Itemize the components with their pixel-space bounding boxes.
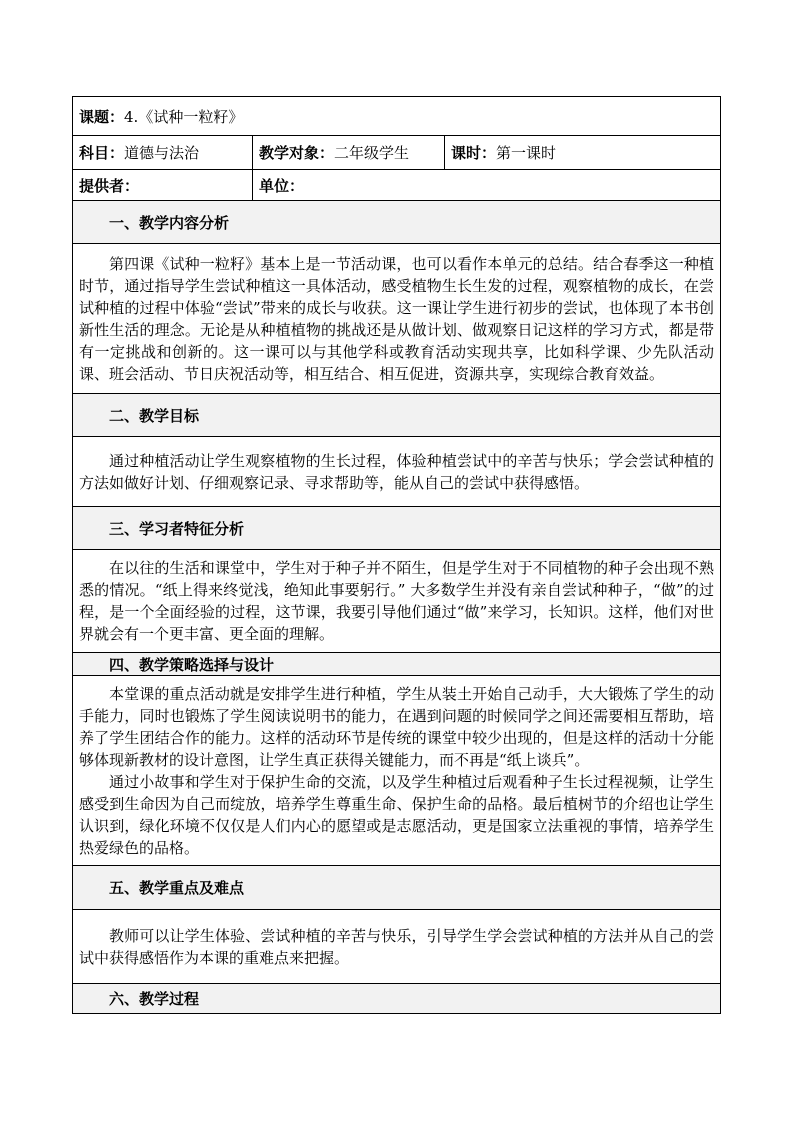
- subject-value: 道德与法治: [124, 144, 200, 162]
- unit-label: 单位：: [259, 176, 305, 195]
- section-heading-row: [73, 866, 721, 910]
- provider-label: 提供者：: [79, 176, 140, 195]
- subject-label: 科目：: [79, 144, 125, 162]
- section-body-3: [73, 550, 721, 653]
- section-heading-row: [73, 984, 721, 1014]
- title-label: 课题：: [79, 107, 125, 126]
- section-heading-row: [73, 201, 721, 244]
- audience-label: 教学对象：: [259, 144, 335, 162]
- section-heading-row: [73, 653, 721, 676]
- section-body-4: [73, 676, 721, 866]
- section-body-row: [73, 550, 721, 653]
- provider-cell: [73, 170, 253, 201]
- section-body-row: [73, 437, 721, 507]
- lesson-plan-table: [72, 96, 721, 1014]
- subject-cell: [73, 136, 253, 170]
- section-body-5: [73, 910, 721, 984]
- period-value: 第一课时: [496, 144, 557, 162]
- section-body-row: [73, 244, 721, 394]
- audience-cell: [253, 136, 445, 170]
- section-body-row: [73, 910, 721, 984]
- section-body-2: [73, 437, 721, 507]
- unit-cell: [253, 170, 721, 201]
- section-heading-5: 五、教学重点及难点: [73, 866, 721, 910]
- section-heading-3: 三、学习者特征分析: [73, 507, 721, 550]
- section-heading-4: 四、教学策略选择与设计: [73, 653, 721, 676]
- paragraph: 教师可以让学生体验、尝试种植的辛苦与快乐，引导学生学会尝试种植的方法并从自己的尝试中获得感悟作为本课的重难点来把握。: [79, 926, 714, 967]
- paragraph: 第四课《试种一粒籽》基本上是一节活动课，也可以看作本单元的总结。结合春季这一种植时节，通过指导学生尝试种植这一具体活动，感受植物生长生发的过程，观察植物的成长，在尝试种植的过程中体验“尝试”带来的成长与收获。这一课让学生进行初步的尝试，也体现了本书创新性生活的理念。无论是从种植植物的挑战还是从做计划、做观察日记这样的学习方式，都是带有一定挑战和创新的。这一课可以与其他学科或教育活动实现共享，比如科学课、少先队活动课、班会活动、节日庆祝活动等，相互结合、相互促进，资源共享，实现综合教育效益。: [79, 254, 714, 383]
- section-heading-6: 六、教学过程: [73, 984, 721, 1014]
- provider-row: [73, 170, 721, 201]
- title-value: 4.《试种一粒籽》: [124, 107, 244, 126]
- section-heading-1: 一、教学内容分析: [73, 201, 721, 244]
- period-label: 课时：: [451, 144, 497, 162]
- section-heading-row: [73, 394, 721, 437]
- title-row: [73, 97, 721, 136]
- paragraph: 在以往的生活和课堂中，学生对于种子并不陌生，但是学生对于不同植物的种子会出现不熟悉的情况。“纸上得来终觉浅，绝知此事要躬行。” 大多数学生并没有亲自尝试种种子，“做”的过程，是一个全面经验的过程，这节课，我要引导他们通过“做”来学习，长知识。这样，他们对世界就会有一个更丰富、更全面的理解。: [79, 559, 714, 643]
- info-row: [73, 136, 721, 170]
- audience-value: 二年级学生: [334, 144, 410, 162]
- section-heading-2: 二、教学目标: [73, 394, 721, 437]
- section-body-1: [73, 244, 721, 394]
- paragraph: 通过小故事和学生对于保护生命的交流，以及学生种植过后观看种子生长过程视频，让学生感受到生命因为自己而绽放，培养学生尊重生命、保护生命的品格。最后植树节的介绍也让学生认识到，绿化环境不仅仅是人们内心的愿望或是志愿活动，更是国家立法重视的事情，培养学生热爱绿色的品格。: [79, 773, 714, 857]
- period-cell: [445, 136, 721, 170]
- section-body-row: [73, 676, 721, 866]
- title-cell: [73, 97, 721, 136]
- section-heading-row: [73, 507, 721, 550]
- paragraph: 通过种植活动让学生观察植物的生长过程，体验种植尝试中的辛苦与快乐；学会尝试种植的方法如做好计划、仔细观察记录、寻求帮助等，能从自己的尝试中获得感悟。: [79, 451, 714, 492]
- paragraph: 本堂课的重点活动就是安排学生进行种植，学生从装土开始自己动手，大大锻炼了学生的动手能力，同时也锻炼了学生阅读说明书的能力，在遇到问题的时候同学之间还需要相互帮助，培养了学生团结合作的能力。这样的活动环节是传统的课堂中较少出现的，但是这样的活动十分能够体现新教材的设计意图，让学生真正获得关键能力，而不再是“纸上谈兵”。: [79, 685, 714, 769]
